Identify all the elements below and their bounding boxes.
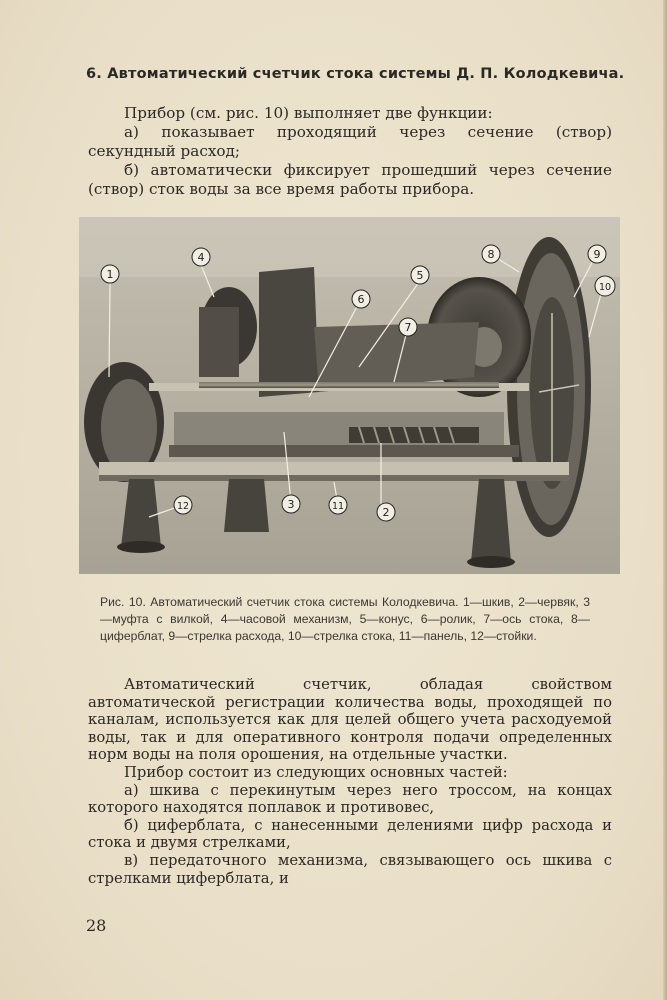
callout-11 [329,496,347,514]
page-edge-shadow [663,0,667,1000]
callout-5-label: 5 [416,269,424,282]
callout-markers [79,217,620,574]
intro-paragraph [88,104,612,199]
callout-4 [192,248,210,266]
callout-2 [377,503,395,521]
callout-10 [595,276,615,296]
body-part-c: в) передаточного механизма, связывающего ось шкива с стрелками циферблата, и [88,851,612,887]
callout-3-label: 3 [287,498,295,511]
body-part-b: б) циферблата, с нанесенными делениями цифр расхода и стока и двумя стрелками, [88,816,612,852]
intro-lead: Прибор (см. рис. 10) выполняет две функции: [124,104,493,122]
callout-9-label: 9 [593,248,601,261]
body-text [88,676,612,887]
body-part-a: а) шкива с перекинутым через него троссом, на концах которого находятся поплавок и противовес, [88,781,612,817]
callout-11-label: 11 [331,501,345,512]
callout-8-label: 8 [487,248,495,261]
intro-item-b: б) автоматически фиксирует прошедший через сечение (створ) сток воды за все время работы прибора. [88,161,612,198]
callout-9 [588,245,606,263]
callout-12 [174,496,192,514]
callout-3 [282,495,300,513]
figure-caption: Рис. 10. Автоматический счетчик стока системы Колодкевича. 1—шкив, 2—червяк, 3—муфта с вилкой, 4—часовой механизм, 5—конус, 6—ролик, 7—ось стока, 8—циферблат, 9—стрелка расхода, 10—стрелка стока, 11—панель, 12—стойки. [100,595,590,643]
body-paragraph-1: Автоматический счетчик, обладая свойством автоматической регистрации количества воды, проходящей по каналам, используется как для целей общего учета расходуемой воды, так и для оперативного контроля подачи определенных норм воды на поля орошения, на отдельные участки. [88,676,612,764]
body-paragraph-2: Прибор состоит из следующих основных частей: [124,763,508,781]
callout-4-label: 4 [197,251,205,264]
figure-photo [79,217,620,574]
callout-2-label: 2 [382,506,390,519]
callout-12-label: 12 [176,501,190,512]
callout-8 [482,245,500,263]
callout-6-label: 6 [357,293,365,306]
callout-1 [101,265,119,283]
section-heading: 6. Автоматический счетчик стока системы Д. П. Колодкевича. [86,66,625,82]
page-number: 28 [86,916,107,935]
callout-7 [399,318,417,336]
callout-5 [411,266,429,284]
callout-10-label: 10 [598,282,612,293]
callout-1-label: 1 [106,268,114,281]
callout-6 [352,290,370,308]
callout-7-label: 7 [404,321,412,334]
intro-item-a: а) показывает проходящий через сечение (створ) секундный расход; [88,123,612,160]
